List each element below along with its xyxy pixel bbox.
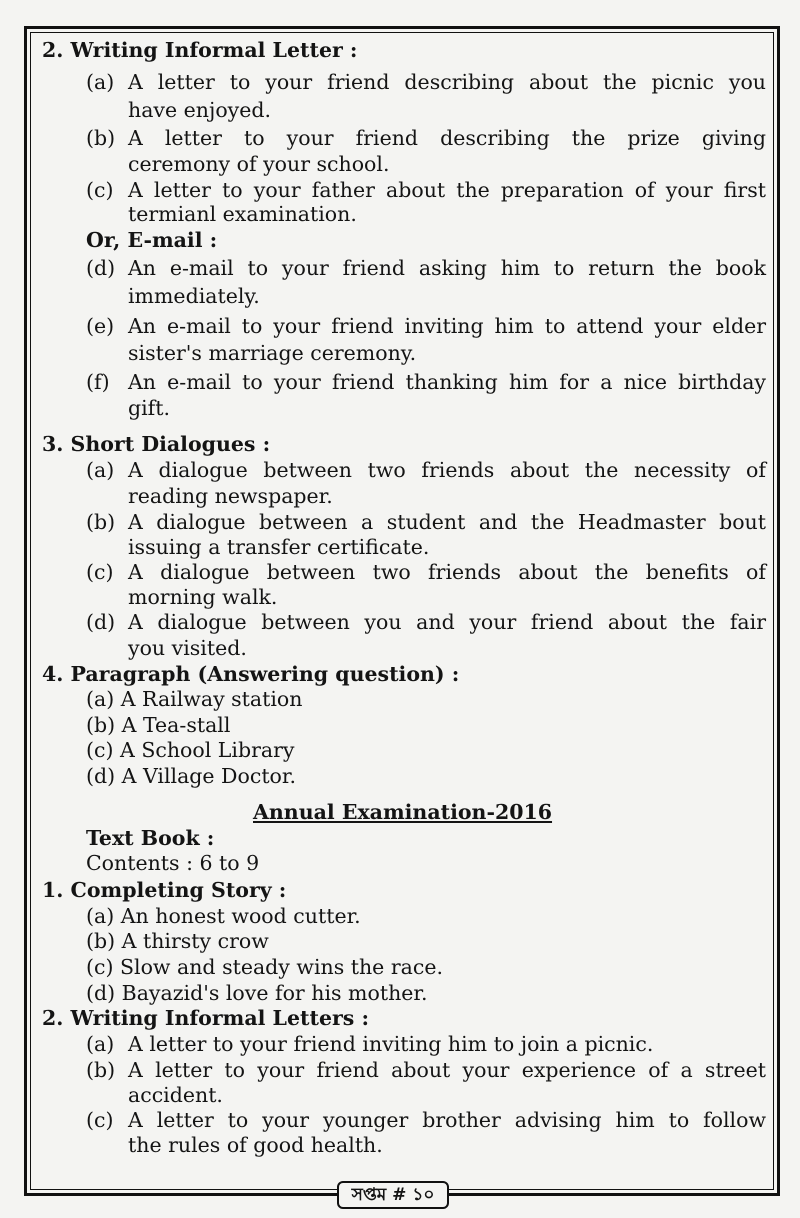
or-email-heading: Or, E-mail : [86, 228, 218, 252]
item-label: (a) [86, 70, 115, 94]
text-book-label: Text Book : [86, 826, 215, 850]
item-label: (d) [86, 256, 116, 280]
item-text: An e-mail to your friend asking him to return the book [128, 256, 766, 280]
item-text-cont: sister's marriage ceremony. [128, 341, 417, 365]
item-text: An e-mail to your friend thanking him for a nice birthday [128, 370, 766, 394]
item-text: A dialogue between you and your friend about the fair [128, 610, 766, 634]
annual-exam-title: Annual Examination-2016 [253, 800, 553, 824]
section-heading-informal-letter: 2. Writing Informal Letter : [42, 38, 358, 62]
list-item: (d) A Village Doctor. [86, 764, 296, 788]
section-heading-informal-letters: 2. Writing Informal Letters : [42, 1006, 370, 1030]
item-text-cont: the rules of good health. [128, 1133, 383, 1157]
item-text: A letter to your friend describing the prize giving [128, 126, 766, 150]
item-label: (c) [86, 178, 114, 202]
list-item: (c) A School Library [86, 738, 295, 762]
list-item: (a) A Railway station [86, 687, 303, 711]
item-text-cont: ceremony of your school. [128, 152, 390, 176]
item-text: A dialogue between two friends about the necessity of [128, 458, 766, 482]
item-text: A dialogue between a student and the Headmaster bout [128, 510, 766, 534]
item-text: A letter to your father about the preparation of your first [128, 178, 766, 202]
section-heading-completing-story: 1. Completing Story : [42, 878, 287, 902]
list-item: (c) Slow and steady wins the race. [86, 955, 443, 979]
item-text-cont: termianl examination. [128, 202, 357, 226]
item-label: (a) [86, 1032, 115, 1056]
item-text-cont: accident. [128, 1083, 223, 1107]
item-label: (a) [86, 458, 115, 482]
item-label: (b) [86, 510, 116, 534]
item-text-cont: gift. [128, 396, 171, 420]
item-text-cont: reading newspaper. [128, 484, 333, 508]
item-text-cont: morning walk. [128, 585, 278, 609]
item-text: A letter to your friend about your experience of a street [128, 1058, 766, 1082]
item-text: A letter to your younger brother advising him to follow [128, 1108, 766, 1132]
item-label: (b) [86, 126, 116, 150]
item-text-cont: issuing a transfer certificate. [128, 535, 430, 559]
page-number-badge: সপ্তম # ১০ [337, 1181, 449, 1209]
item-label: (c) [86, 560, 114, 584]
list-item: (b) A Tea-stall [86, 713, 231, 737]
item-label: (f) [86, 370, 110, 394]
item-text-cont: have enjoyed. [128, 98, 272, 122]
item-label: (b) [86, 1058, 116, 1082]
item-label: (e) [86, 314, 115, 338]
item-text-cont: you visited. [128, 636, 247, 660]
item-label: (c) [86, 1108, 114, 1132]
list-item: (b) A thirsty crow [86, 929, 269, 953]
item-text: A dialogue between two friends about the benefits of [128, 560, 766, 584]
item-text: A letter to your friend describing about the picnic you [128, 70, 766, 94]
list-item: (a) An honest wood cutter. [86, 904, 361, 928]
contents-line: Contents : 6 to 9 [86, 851, 260, 875]
item-text: A letter to your friend inviting him to join a picnic. [128, 1032, 654, 1056]
list-item: (d) Bayazid's love for his mother. [86, 981, 428, 1005]
item-text: An e-mail to your friend inviting him to attend your elder [128, 314, 766, 338]
section-heading-paragraph: 4. Paragraph (Answering question) : [42, 662, 460, 686]
item-label: (d) [86, 610, 116, 634]
item-text-cont: immediately. [128, 284, 260, 308]
section-heading-short-dialogues: 3. Short Dialogues : [42, 432, 271, 456]
